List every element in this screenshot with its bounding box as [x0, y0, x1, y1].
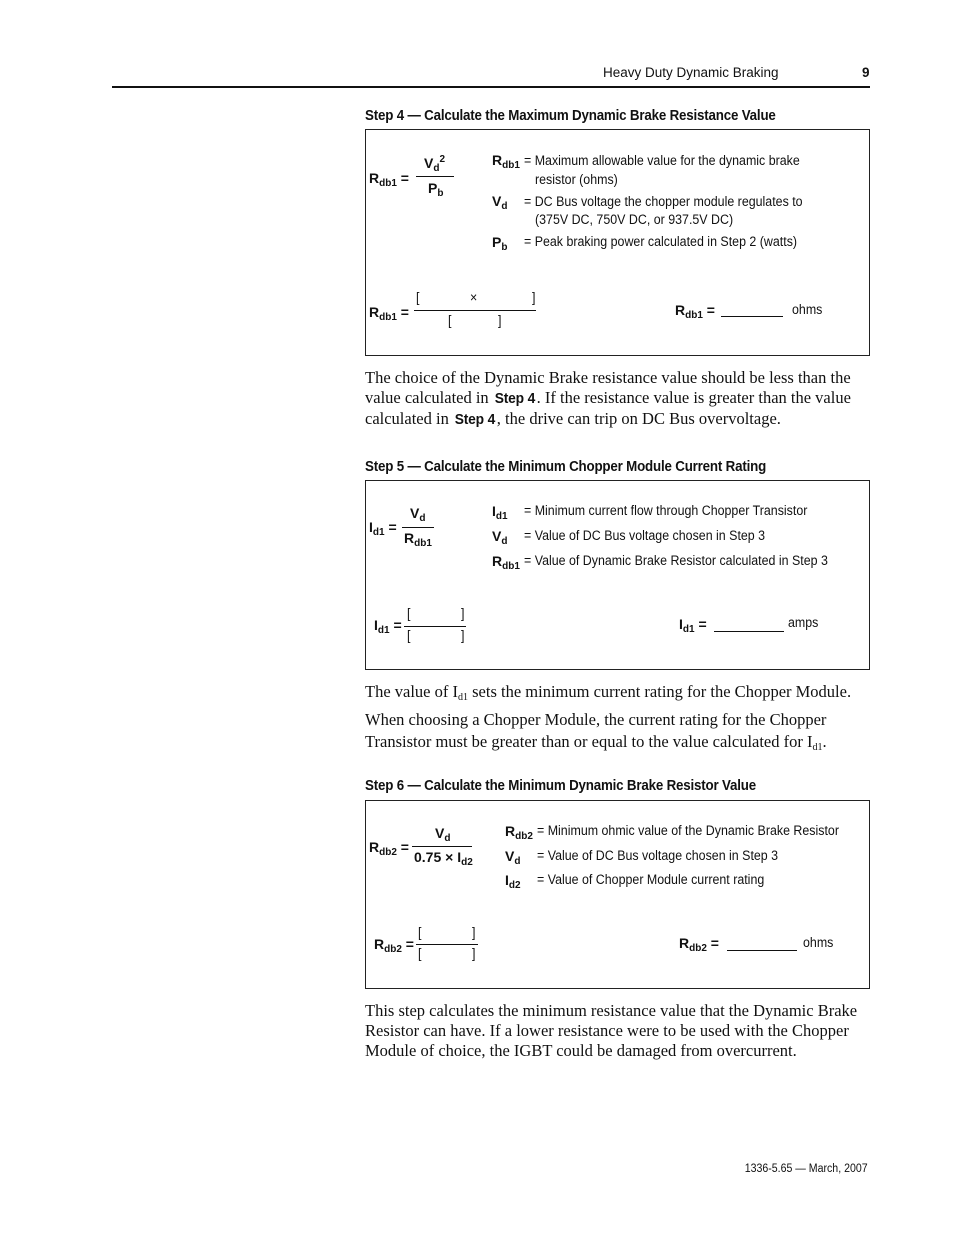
step5-def-rdb1-symbol: $R_{db1}$	[492, 553, 520, 572]
step6-worksheet-lhs: $R_{db2}$ =	[374, 936, 414, 955]
step4-times-sign: ×	[470, 290, 478, 305]
step5-fraction-line	[402, 527, 434, 528]
step4-result-blank[interactable]	[721, 316, 783, 317]
step4-den-bracket-left: [	[448, 313, 452, 328]
step5-worksheet-fraction-line	[404, 626, 466, 627]
step6-formula-lhs: $R_{db2}$ =	[369, 839, 409, 858]
step5-formula-box	[365, 480, 870, 670]
step5-def-id1-text: = Minimum current flow through Chopper Transistor	[524, 503, 808, 518]
step6-worksheet-fraction-line	[416, 944, 478, 945]
step5-num-bracket-left: [	[407, 606, 411, 621]
step4-num-bracket-left: [	[416, 290, 420, 305]
step4-def-vd-symbol: $V_d$	[492, 193, 508, 212]
step6-heading: Step 6 — Calculate the Minimum Dynamic Brake Resistor Value	[365, 778, 756, 794]
step4-def-rdb1-text-cont: resistor (ohms)	[535, 172, 618, 187]
step5-den-bracket-right: ]	[461, 628, 465, 643]
step5-result-unit: amps	[788, 615, 819, 630]
step4-numerator: $V_d^2$	[424, 154, 446, 174]
step4-result-unit: ohms	[792, 302, 823, 317]
step4-result-label: $R_{db1}$ =	[675, 302, 715, 321]
step4-def-pb-symbol: $P_b$	[492, 234, 508, 253]
step5-note-paragraph: The value of $I_{d1}$ sets the minimum current rating for the Chopper Module. When choosing a Chopper Module, the current rating for the Chopper Transistor must be greater than or equal to the value calculated for $I_{d1}$.	[365, 682, 852, 753]
step6-def-vd-text: = Value of DC Bus voltage chosen in Step 3	[537, 848, 779, 863]
page-number: 9	[862, 65, 870, 80]
step5-heading: Step 5 — Calculate the Minimum Chopper Module Current Rating	[365, 459, 767, 475]
step6-formula-box	[365, 800, 870, 989]
step6-num-bracket-left: [	[418, 925, 422, 940]
step6-note-paragraph: This step calculates the minimum resistance value that the Dynamic Brake Resistor can have. If a lower resistance were to be used with the Chopper Module of choice, the IGBT could be damaged from overcurrent.	[365, 1001, 858, 1060]
step5-den-bracket-left: [	[407, 628, 411, 643]
footer-publication: 1336-5.65 — March, 2007	[745, 1163, 868, 1175]
step6-den-bracket-left: [	[418, 946, 422, 961]
step6-fraction-line	[412, 846, 472, 847]
step4-formula-box	[365, 129, 870, 356]
step5-result-label: $I_{d1}$ =	[679, 616, 707, 635]
step5-def-vd-text: = Value of DC Bus voltage chosen in Step 3	[524, 528, 766, 543]
step4-denominator: $P_b$	[428, 180, 444, 199]
step6-result-blank[interactable]	[727, 950, 797, 951]
step6-def-rdb2-text: = Minimum ohmic value of the Dynamic Brake Resistor	[537, 823, 839, 838]
step5-formula-lhs: $I_{d1}$ =	[369, 519, 397, 538]
step4-formula-lhs: $R_{db1}$ =	[369, 170, 409, 189]
step6-num-bracket-right: ]	[472, 925, 476, 940]
step4-heading: Step 4 — Calculate the Maximum Dynamic Brake Resistance Value	[365, 108, 776, 124]
step5-def-id1-symbol: $I_{d1}$	[492, 503, 508, 522]
step4-def-rdb1-symbol: $R_{db1}$	[492, 152, 520, 171]
step4-worksheet-lhs: $R_{db1}$ =	[369, 304, 409, 323]
step6-result-unit: ohms	[803, 935, 834, 950]
step4-den-bracket-right: ]	[498, 313, 502, 328]
step4-worksheet-fraction-line	[414, 310, 536, 311]
step6-def-rdb2-symbol: $R_{db2}$	[505, 823, 533, 842]
step6-numerator: $V_d$	[435, 825, 451, 844]
step4-fraction-line	[416, 176, 454, 177]
step6-def-id2-text: = Value of Chopper Module current rating	[537, 872, 765, 887]
step6-def-vd-symbol: $V_d$	[505, 848, 521, 867]
step4-num-bracket-right: ]	[532, 290, 536, 305]
step6-denominator: $0.75 \times I_{d2}$	[414, 849, 473, 868]
step5-num-bracket-right: ]	[461, 606, 465, 621]
header-rule	[112, 86, 870, 88]
step5-def-vd-symbol: $V_d$	[492, 528, 508, 547]
step5-denominator: $R_{db1}$	[404, 530, 432, 549]
step4-note-paragraph: The choice of the Dynamic Brake resistance value should be less than the value calculated in Step 4 . If the resistance value is greater than the value calculated in Step 4 , the drive can trip on DC Bus overvoltage.	[365, 368, 851, 428]
step5-result-blank[interactable]	[714, 631, 784, 632]
step6-result-label: $R_{db2}$ =	[679, 935, 719, 954]
step4-def-vd-text-cont: (375V DC, 750V DC, or 937.5V DC)	[535, 212, 734, 227]
step4-def-vd-text: = DC Bus voltage the chopper module regulates to	[524, 194, 803, 209]
step6-den-bracket-right: ]	[472, 946, 476, 961]
step5-worksheet-lhs: $I_{d1}$ =	[374, 617, 402, 636]
step5-numerator: $V_d$	[410, 505, 426, 524]
step4-def-pb-text: = Peak braking power calculated in Step 2 (watts)	[524, 234, 798, 249]
step6-def-id2-symbol: $I_{d2}$	[505, 872, 521, 891]
step4-def-rdb1-text: = Maximum allowable value for the dynamic brake	[524, 153, 800, 168]
step5-def-rdb1-text: = Value of Dynamic Brake Resistor calculated in Step 3	[524, 553, 828, 568]
running-header-title: Heavy Duty Dynamic Braking	[603, 65, 779, 80]
